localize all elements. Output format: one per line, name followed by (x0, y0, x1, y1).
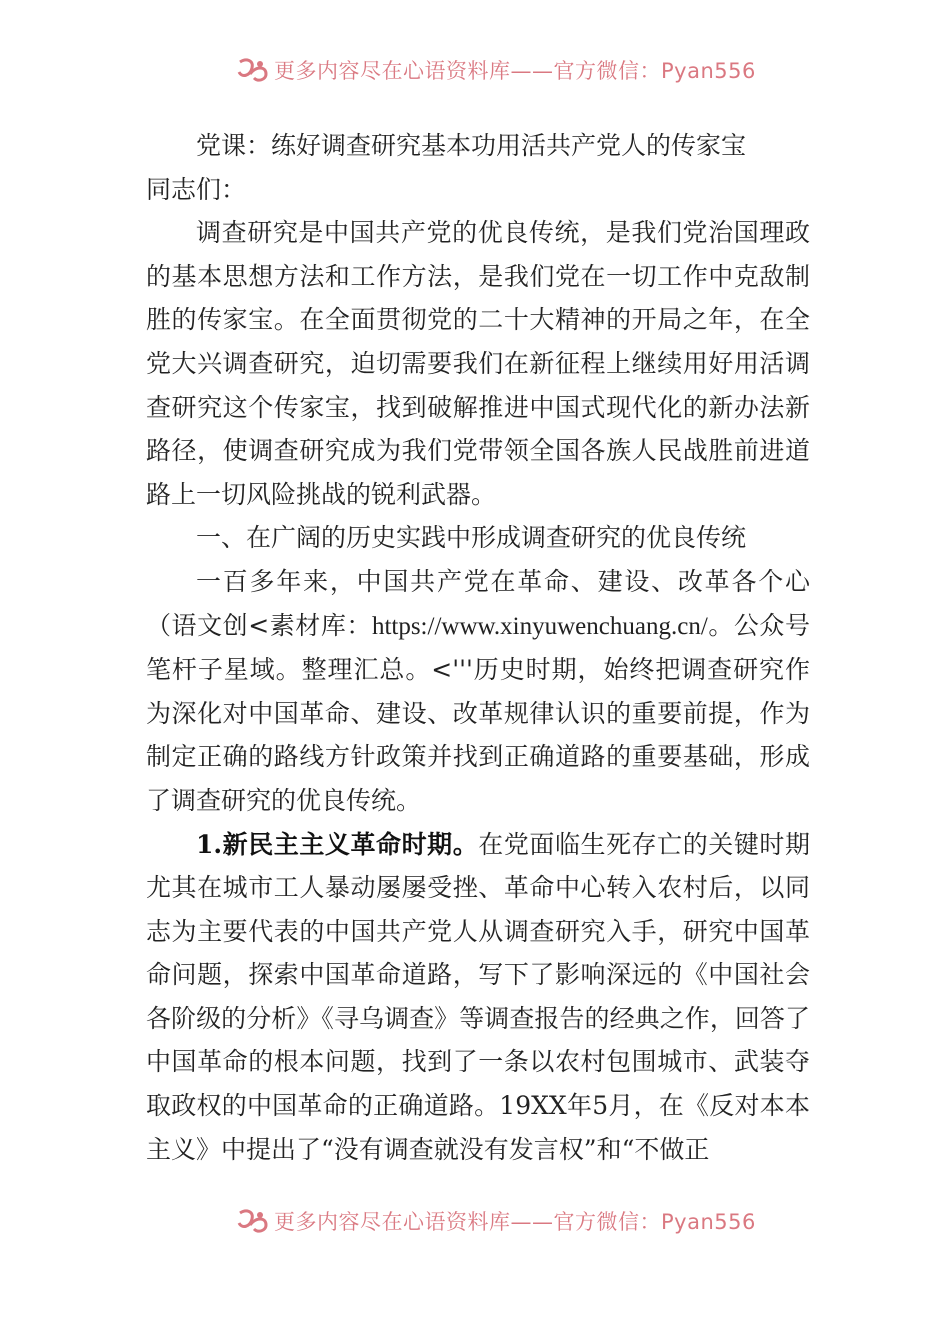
paragraph-intro: 调查研究是中国共产党的优良传统，是我们党治国理政的基本思想方法和工作方法，是我们党在一切工作中克敌制胜的传家宝。在全面贯彻党的二十大精神的开局之年，在全党大兴调查研究，迫切需要我们在新征程上继续用好用活调查研究这个传家宝，找到破解推进中国式现代化的新办法新路径，使调查研究成为我们党带领全国各族人民战胜前进道路上一切风险挑战的锐利武器。 (146, 218, 810, 509)
brand-logo-icon (236, 56, 270, 84)
document-title: 党课：练好调查研究基本功用活共产党人的传家宝 (196, 131, 747, 160)
period-heading: 1.新民主主义革命时期。 (196, 829, 479, 859)
paragraph-history (146, 560, 810, 823)
watermark-text: 更多内容尽在心语资料库——官方微信：Pyan556 (274, 59, 756, 83)
watermark-banner-top (236, 55, 756, 85)
watermark-banner-bottom (236, 1206, 756, 1236)
paragraph-period-1 (146, 823, 810, 1172)
watermark-text: 更多内容尽在心语资料库——官方微信：Pyan556 (274, 1210, 756, 1234)
salutation: 同志们： (146, 174, 247, 204)
document-body (146, 124, 810, 1171)
paragraph-history-part2: 。公众号笔杆子星域。整理汇总。<'''历史时期，始终把调查研究作为深化对中国革命、建设、改革规律认识的重要前提，作为制定正确的路线方针政策并找到正确道路的重要基础，形成了调查研究的优良传统。 (146, 610, 810, 815)
section-heading-1: 一、在广阔的历史实践中形成调查研究的优良传统 (196, 523, 747, 553)
period-text: 在党面临生死存亡的关键时期尤其在城市工人暴动屡屡受挫、革命中心转入农村后，以同志为主要代表的中国共产党人从调查研究入手，研究中国革命问题，探索中国革命道路，写下了影响深远的《中国社会各阶级的分析》《寻乌调查》等调查报告的经典之作，回答了中国革命的根本问题，找到了一条以农村包围城市、武装夺取政权的中国革命的正确道路。19XX年5月，在《反对本本主义》中提出了“没有调查就没有发言权”和“不做正 (146, 829, 810, 1164)
paragraph-history-part1: 一百多年来，中国共产党在革命、建设、改革各个心（语文创<素材库： (146, 566, 810, 640)
brand-logo-icon (236, 1207, 270, 1235)
source-url: https://www.xinyuwenchuang.cn/ (371, 612, 708, 640)
